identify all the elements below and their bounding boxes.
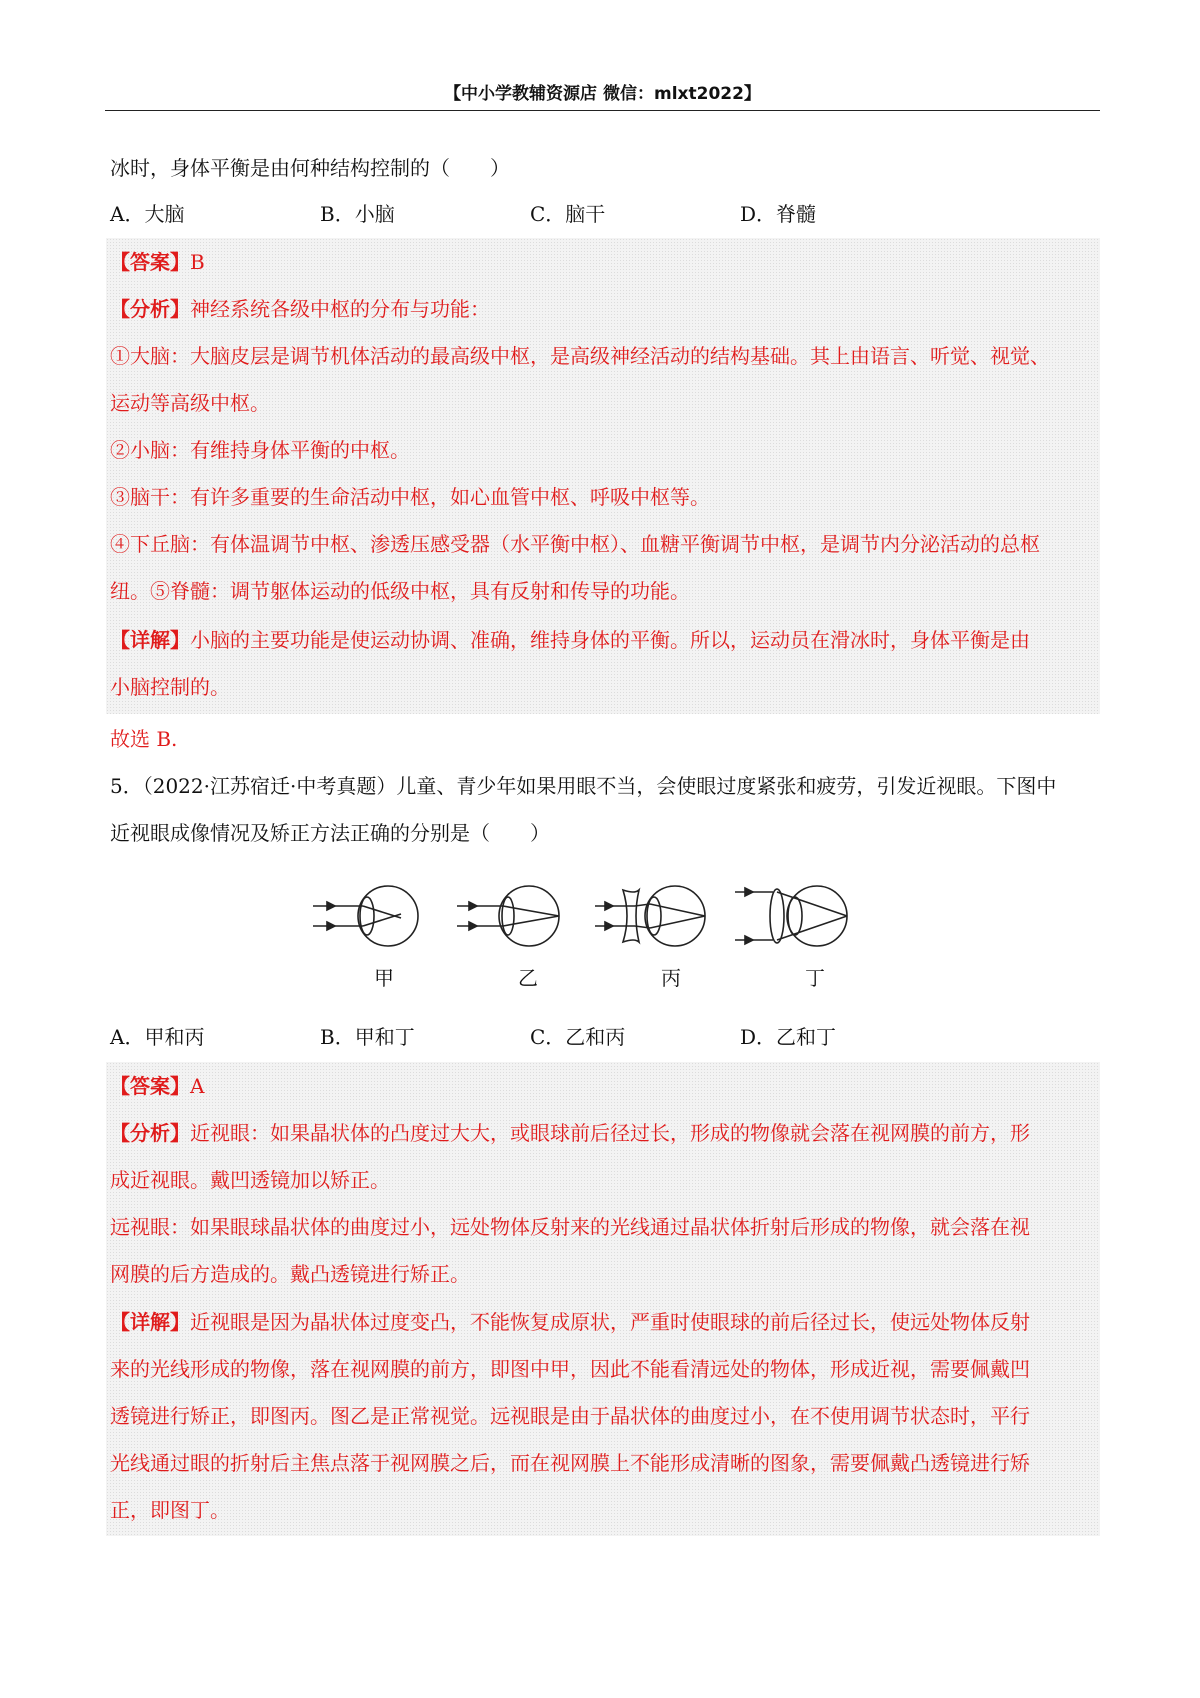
q4-analysis-line: 运动等高级中枢。 xyxy=(110,391,270,415)
q4-option-d: D．脊髓 xyxy=(740,202,817,226)
q5-option-a: A．甲和丙 xyxy=(110,1025,205,1049)
q5-option-b: B．甲和丁 xyxy=(320,1025,415,1049)
q5-option-d: D．乙和丁 xyxy=(740,1025,837,1049)
eye-diagram-bing xyxy=(595,886,705,946)
q4-detail-line: 小脑控制的。 xyxy=(110,675,230,699)
q4-analysis-line: 纽。⑤脊髓：调节躯体运动的低级中枢，具有反射和传导的功能。 xyxy=(110,579,690,603)
q4-analysis-line: ④下丘脑：有体温调节中枢、渗透压感受器（水平衡中枢）、血糖平衡调节中枢，是调节内分泌活动的总枢 xyxy=(110,532,1040,556)
eye-diagram-ding xyxy=(735,886,847,946)
q5-detail-line: 光线通过眼的折射后主焦点落于视网膜之后，而在视网膜上不能形成清晰的图象，需要佩戴凸透镜进行矫 xyxy=(110,1451,1030,1475)
q4-solution-box xyxy=(106,238,1100,714)
q4-option-b: B．小脑 xyxy=(320,202,395,226)
figure-label-ding: 丁 xyxy=(805,966,825,990)
q5-analysis-line: 近视眼：如果晶状体的凸度过大大，或眼球前后径过长，形成的物像就会落在视网膜的前方，形 xyxy=(190,1121,1030,1145)
q4-answer xyxy=(110,248,205,276)
q4-analysis-line: ①大脑：大脑皮层是调节机体活动的最高级中枢，是高级神经活动的结构基础。其上由语言、听觉、视觉、 xyxy=(110,344,1050,368)
q5-stem-line: 近视眼成像情况及矫正方法正确的分别是（ ） xyxy=(110,821,550,845)
q5-answer xyxy=(110,1072,204,1100)
q4-analysis-line: ②小脑：有维持身体平衡的中枢。 xyxy=(110,438,410,462)
q4-conclusion: 故选 B. xyxy=(110,727,178,751)
eye-diagram-jia xyxy=(313,886,418,946)
q4-option-c: C．脑干 xyxy=(530,202,606,226)
eye-diagram-figure xyxy=(305,868,905,993)
q5-stem-line: 5．（2022·江苏宿迁·中考真题）儿童、青少年如果用眼不当，会使眼过度紧张和疲劳，引发近视眼。下图中 xyxy=(110,774,1057,798)
q5-detail xyxy=(110,1308,1030,1336)
q5-analysis-label: 【分析】 xyxy=(110,1121,190,1145)
q5-option-c: C．乙和丙 xyxy=(530,1025,626,1049)
q4-detail-line: 小脑的主要功能是使运动协调、准确，维持身体的平衡。所以，运动员在滑冰时，身体平衡是由 xyxy=(190,628,1030,652)
q4-analysis-label: 【分析】 xyxy=(110,297,190,321)
q5-detail-line: 来的光线形成的物像，落在视网膜的前方，即图中甲，因此不能看清远处的物体，形成近视，需要佩戴凹 xyxy=(110,1357,1030,1381)
q4-option-a: A．大脑 xyxy=(110,202,185,226)
figure-label-yi: 乙 xyxy=(518,966,538,990)
q5-answer-value: A xyxy=(190,1074,205,1098)
q4-answer-label: 【答案】 xyxy=(110,250,190,274)
q4-analysis-line: ③脑干：有许多重要的生命活动中枢，如心血管中枢、呼吸中枢等。 xyxy=(110,485,710,509)
q5-analysis xyxy=(110,1119,1030,1147)
q5-answer-label: 【答案】 xyxy=(110,1074,190,1098)
page-header: 【中小学教辅资源店 微信：mlxt2022】 xyxy=(105,78,1100,111)
figure-label-jia: 甲 xyxy=(374,966,394,990)
q5-detail-line: 透镜进行矫正，即图丙。图乙是正常视觉。远视眼是由于晶状体的曲度过小，在不使用调节状态时，平行 xyxy=(110,1404,1030,1428)
q4-answer-value: B xyxy=(190,250,205,274)
q4-analysis-intro: 神经系统各级中枢的分布与功能： xyxy=(190,297,490,321)
q5-analysis-line: 远视眼：如果眼球晶状体的曲度过小，远处物体反射来的光线通过晶状体折射后形成的物像，就会落在视 xyxy=(110,1215,1030,1239)
q5-solution-box xyxy=(106,1062,1100,1536)
q5-analysis-line: 网膜的后方造成的。戴凸透镜进行矫正。 xyxy=(110,1262,470,1286)
q4-stem-tail: 冰时，身体平衡是由何种结构控制的（ ） xyxy=(110,156,510,180)
q4-analysis xyxy=(110,295,490,323)
q4-detail-label: 【详解】 xyxy=(110,628,190,652)
q5-detail-label: 【详解】 xyxy=(110,1310,190,1334)
q4-detail xyxy=(110,626,1030,654)
q5-analysis-line: 成近视眼。戴凹透镜加以矫正。 xyxy=(110,1168,390,1192)
q5-detail-line: 正，即图丁。 xyxy=(110,1498,230,1522)
figure-label-bing: 丙 xyxy=(661,966,681,990)
eye-diagram-yi xyxy=(457,886,559,946)
q5-detail-line: 近视眼是因为晶状体过度变凸，不能恢复成原状，严重时使眼球的前后径过长，使远处物体反射 xyxy=(190,1310,1030,1334)
